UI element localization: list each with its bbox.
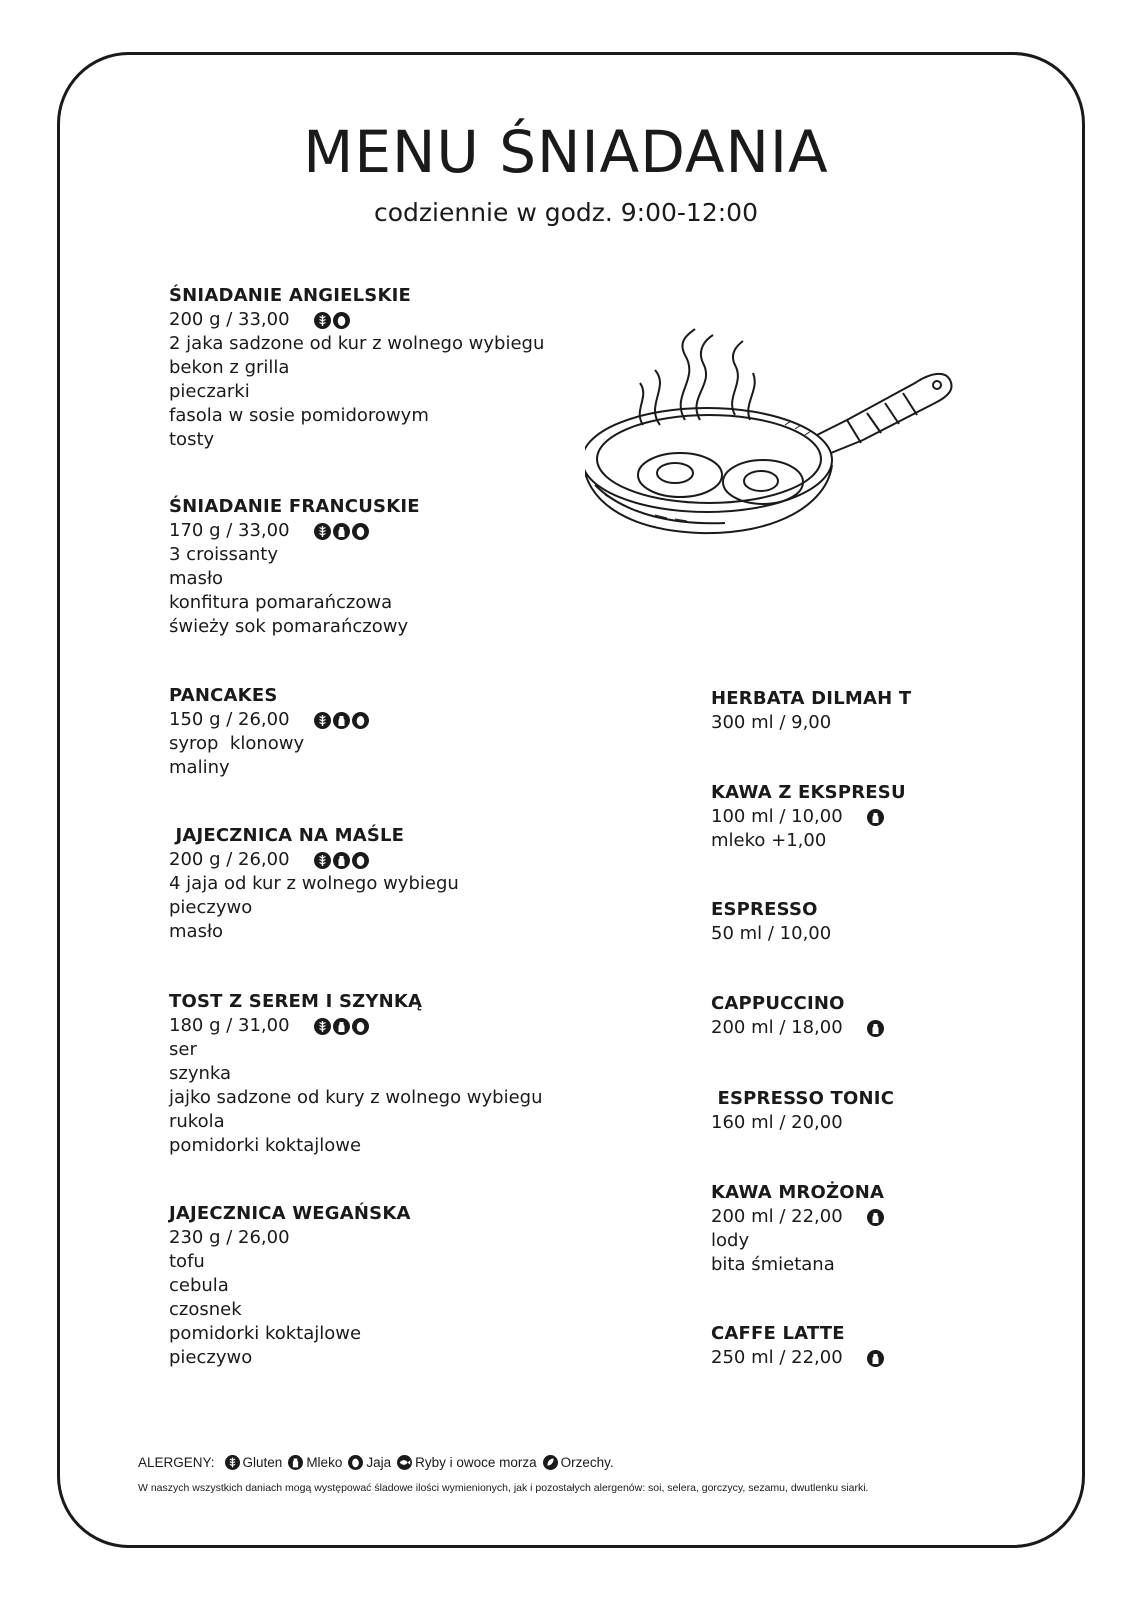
item-name: PANCAKES xyxy=(169,685,278,706)
item-ingredient: lody xyxy=(711,1230,750,1251)
item-price-row xyxy=(711,1111,894,1135)
item-name: KAWA Z EKSPRESU xyxy=(711,782,906,803)
allergen-legend-label: ALERGENY: xyxy=(138,1455,215,1470)
menu-item xyxy=(169,495,420,639)
item-price-row xyxy=(711,805,906,829)
item-ingredient: ser xyxy=(169,1039,197,1060)
item-allergens xyxy=(867,809,884,826)
item-price-row xyxy=(711,1346,884,1370)
milk-icon xyxy=(333,523,350,540)
item-ingredient: mleko +1,00 xyxy=(711,830,827,851)
allergen-legend-text: Gluten xyxy=(242,1455,283,1470)
item-ingredient: szynka xyxy=(169,1063,232,1084)
item-name: HERBATA DILMAH T xyxy=(711,688,912,709)
item-allergens xyxy=(314,1018,369,1035)
egg-icon xyxy=(352,852,369,869)
item-price: 300 ml / 9,00 xyxy=(711,712,832,733)
drink-item xyxy=(711,1181,884,1277)
drink-item xyxy=(711,1087,894,1135)
item-ingredient: pieczywo xyxy=(169,897,253,918)
item-name: JAJECZNICA WEGAŃSKA xyxy=(169,1203,411,1224)
egg-icon xyxy=(352,712,369,729)
fish-icon xyxy=(397,1455,412,1470)
allergen-legend-text: Jaja xyxy=(366,1455,392,1470)
egg-icon xyxy=(352,1018,369,1035)
nut-icon xyxy=(543,1455,558,1470)
milk-icon xyxy=(867,809,884,826)
item-price-row xyxy=(169,1226,411,1250)
item-price: 170 g / 33,00 xyxy=(169,520,290,541)
milk-icon xyxy=(333,1018,350,1035)
item-price: 160 ml / 20,00 xyxy=(711,1112,843,1133)
gluten-icon xyxy=(314,523,331,540)
item-ingredient: syrop klonowy xyxy=(169,733,305,754)
item-name: ESPRESSO xyxy=(711,899,818,920)
item-price: 150 g / 26,00 xyxy=(169,709,290,730)
item-allergens xyxy=(867,1020,884,1037)
item-ingredient: 4 jaja od kur z wolnego wybiegu xyxy=(169,873,459,894)
item-ingredient: pomidorki koktajlowe xyxy=(169,1323,362,1344)
item-ingredient: cebula xyxy=(169,1275,229,1296)
item-price: 50 ml / 10,00 xyxy=(711,923,832,944)
item-price-row xyxy=(711,1205,884,1229)
item-name: ESPRESSO TONIC xyxy=(711,1088,895,1109)
gluten-icon xyxy=(314,852,331,869)
egg-icon xyxy=(352,523,369,540)
menu-item xyxy=(169,824,459,944)
drink-item xyxy=(711,992,884,1040)
page-title: MENU ŚNIADANIA xyxy=(303,118,829,186)
item-ingredient: jajko sadzone od kury z wolnego wybiegu xyxy=(169,1087,543,1108)
item-name: KAWA MROŻONA xyxy=(711,1182,885,1203)
drink-item xyxy=(711,898,831,946)
milk-icon xyxy=(867,1209,884,1226)
item-price-row xyxy=(711,1016,884,1040)
item-name: CAFFE LATTE xyxy=(711,1323,845,1344)
milk-icon xyxy=(333,852,350,869)
item-price: 100 ml / 10,00 xyxy=(711,806,843,827)
item-ingredient: 2 jaka sadzone od kur z wolnego wybiegu xyxy=(169,333,545,354)
item-price: 200 g / 26,00 xyxy=(169,849,290,870)
gluten-icon xyxy=(225,1455,240,1470)
gluten-icon xyxy=(314,1018,331,1035)
item-price: 200 g / 33,00 xyxy=(169,309,290,330)
milk-icon xyxy=(288,1455,303,1470)
item-ingredient: tofu xyxy=(169,1251,205,1272)
milk-icon xyxy=(333,712,350,729)
menu-item xyxy=(169,990,543,1158)
item-ingredient: pieczarki xyxy=(169,381,250,402)
item-price: 200 ml / 22,00 xyxy=(711,1206,843,1227)
allergen-legend-text: Mleko xyxy=(306,1455,343,1470)
item-allergens xyxy=(314,712,369,729)
item-ingredient: tosty xyxy=(169,429,215,450)
gluten-icon xyxy=(314,312,331,329)
drink-item xyxy=(711,1322,884,1370)
milk-icon xyxy=(867,1350,884,1367)
item-name: CAPPUCCINO xyxy=(711,993,845,1014)
item-price-row xyxy=(169,308,544,332)
item-price: 180 g / 31,00 xyxy=(169,1015,290,1036)
item-name: ŚNIADANIE FRANCUSKIE xyxy=(169,496,420,517)
item-name: TOST Z SEREM I SZYNKĄ xyxy=(169,991,423,1012)
item-price-row xyxy=(169,519,420,543)
item-allergens xyxy=(314,852,369,869)
item-price-row xyxy=(169,848,459,872)
item-ingredient: maliny xyxy=(169,757,230,778)
allergen-legend-item xyxy=(397,1455,537,1470)
item-ingredient: rukola xyxy=(169,1111,225,1132)
allergen-legend-item xyxy=(543,1455,614,1470)
item-ingredient: masło xyxy=(169,568,224,589)
item-price-row xyxy=(711,922,831,946)
item-ingredient: świeży sok pomarańczowy xyxy=(169,616,409,637)
gluten-icon xyxy=(314,712,331,729)
menu-item xyxy=(169,284,544,452)
opening-hours: codziennie w godz. 9:00-12:00 xyxy=(374,198,758,227)
allergen-note: W naszych wszystkich daniach mogą występować śladowe ilości wymienionych, jak i pozostałych alergenów: soi, selera, gorczycy, sezamu, dwutlenku siarki. xyxy=(138,1482,869,1494)
egg-icon xyxy=(333,312,350,329)
item-ingredient: pieczywo xyxy=(169,1347,253,1368)
item-allergens xyxy=(867,1350,884,1367)
item-ingredient: bekon z grilla xyxy=(169,357,290,378)
allergen-legend-item xyxy=(225,1455,283,1470)
item-ingredient: bita śmietana xyxy=(711,1254,835,1275)
allergen-legend-text: Orzechy. xyxy=(560,1455,614,1470)
drink-item xyxy=(711,781,906,853)
item-price-row xyxy=(169,1014,543,1038)
milk-icon xyxy=(867,1020,884,1037)
item-name: JAJECZNICA NA MAŚLE xyxy=(169,825,405,846)
item-allergens xyxy=(314,312,350,329)
item-ingredient: czosnek xyxy=(169,1299,242,1320)
menu-item xyxy=(169,684,369,780)
item-price: 250 ml / 22,00 xyxy=(711,1347,843,1368)
item-allergens xyxy=(867,1209,884,1226)
allergen-legend-item xyxy=(348,1455,391,1470)
allergen-legend-text: Ryby i owoce morza xyxy=(415,1455,537,1470)
item-name: ŚNIADANIE ANGIELSKIE xyxy=(169,285,411,306)
allergen-legend xyxy=(138,1455,620,1470)
menu-item xyxy=(169,1202,411,1370)
egg-icon xyxy=(348,1455,363,1470)
item-price: 230 g / 26,00 xyxy=(169,1227,290,1248)
item-ingredient: 3 croissanty xyxy=(169,544,278,565)
item-price-row xyxy=(711,711,911,735)
item-ingredient: konfitura pomarańczowa xyxy=(169,592,393,613)
allergen-legend-item xyxy=(288,1455,342,1470)
item-price: 200 ml / 18,00 xyxy=(711,1017,843,1038)
drink-item xyxy=(711,687,911,735)
item-price-row xyxy=(169,708,369,732)
item-allergens xyxy=(314,523,369,540)
item-ingredient: fasola w sosie pomidorowym xyxy=(169,405,429,426)
item-ingredient: masło xyxy=(169,921,224,942)
item-ingredient: pomidorki koktajlowe xyxy=(169,1135,362,1156)
frying-pan-illustration xyxy=(585,325,970,555)
